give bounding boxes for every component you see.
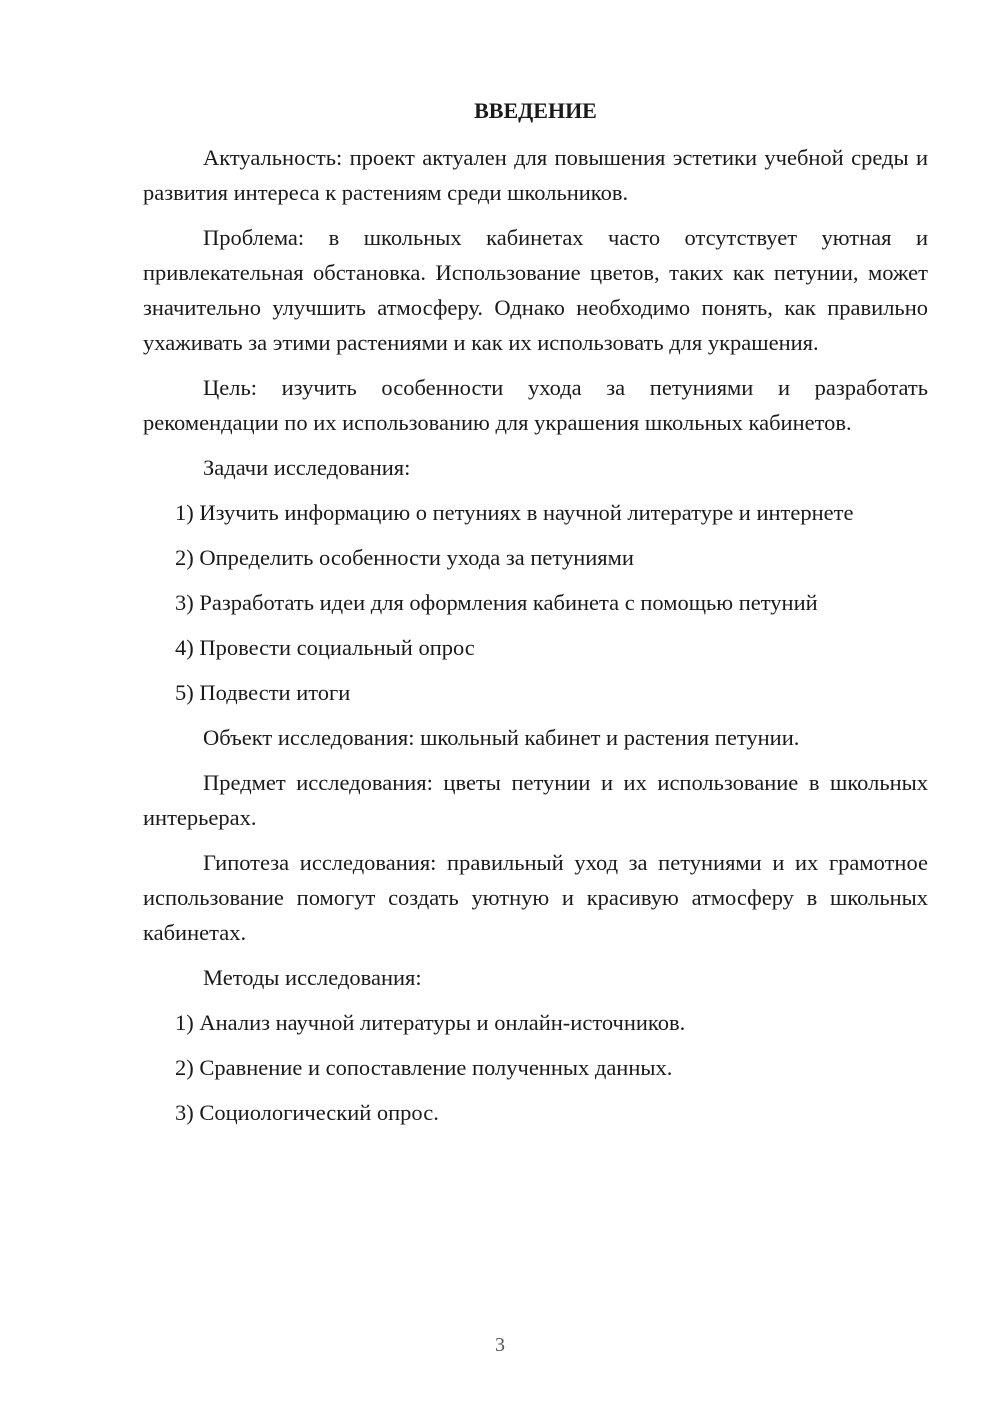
list-item: 1) Анализ научной литературы и онлайн-источников. xyxy=(175,1010,686,1035)
section-heading: ВВЕДЕНИЕ xyxy=(474,98,597,123)
list-item: 5) Подвести итоги xyxy=(175,680,351,705)
methods-list xyxy=(143,1005,928,1130)
list-item: 3) Социологический опрос. xyxy=(175,1100,439,1125)
tasks-list xyxy=(143,495,928,710)
subject-paragraph: Предмет исследования: цветы петунии и их использование в школьных интерьерах. xyxy=(143,770,928,830)
page-number: 3 xyxy=(495,1334,505,1356)
document-page xyxy=(143,96,928,1140)
list-item: 2) Сравнение и сопоставление полученных данных. xyxy=(175,1055,673,1080)
list-item: 4) Провести социальный опрос xyxy=(175,635,475,660)
methods-heading: Методы исследования: xyxy=(203,965,422,990)
relevance-paragraph: Актуальность: проект актуален для повышения эстетики учебной среды и развития интереса к растениям среди школьников. xyxy=(143,145,928,205)
problem-paragraph: Проблема: в школьных кабинетах часто отсутствует уютная и привлекательная обстановка. Использование цветов, таких как петунии, может значительно улучшить атмосферу. Однако необходимо понять, как правильно ухаживать за этими растениями и как их использовать для украшения. xyxy=(143,225,928,355)
tasks-heading: Задачи исследования: xyxy=(203,455,411,480)
hypothesis-paragraph: Гипотеза исследования: правильный уход за петуниями и их грамотное использование помогут создать уютную и красивую атмосферу в школьных кабинетах. xyxy=(143,850,928,945)
list-item: 2) Определить особенности ухода за петуниями xyxy=(175,545,634,570)
goal-paragraph: Цель: изучить особенности ухода за петуниями и разработать рекомендации по их использованию для украшения школьных кабинетов. xyxy=(143,375,928,435)
list-item: 1) Изучить информацию о петуниях в научной литературе и интернете xyxy=(175,500,854,525)
object-paragraph: Объект исследования: школьный кабинет и растения петунии. xyxy=(203,725,800,750)
list-item: 3) Разработать идеи для оформления кабинета с помощью петуний xyxy=(175,590,818,615)
